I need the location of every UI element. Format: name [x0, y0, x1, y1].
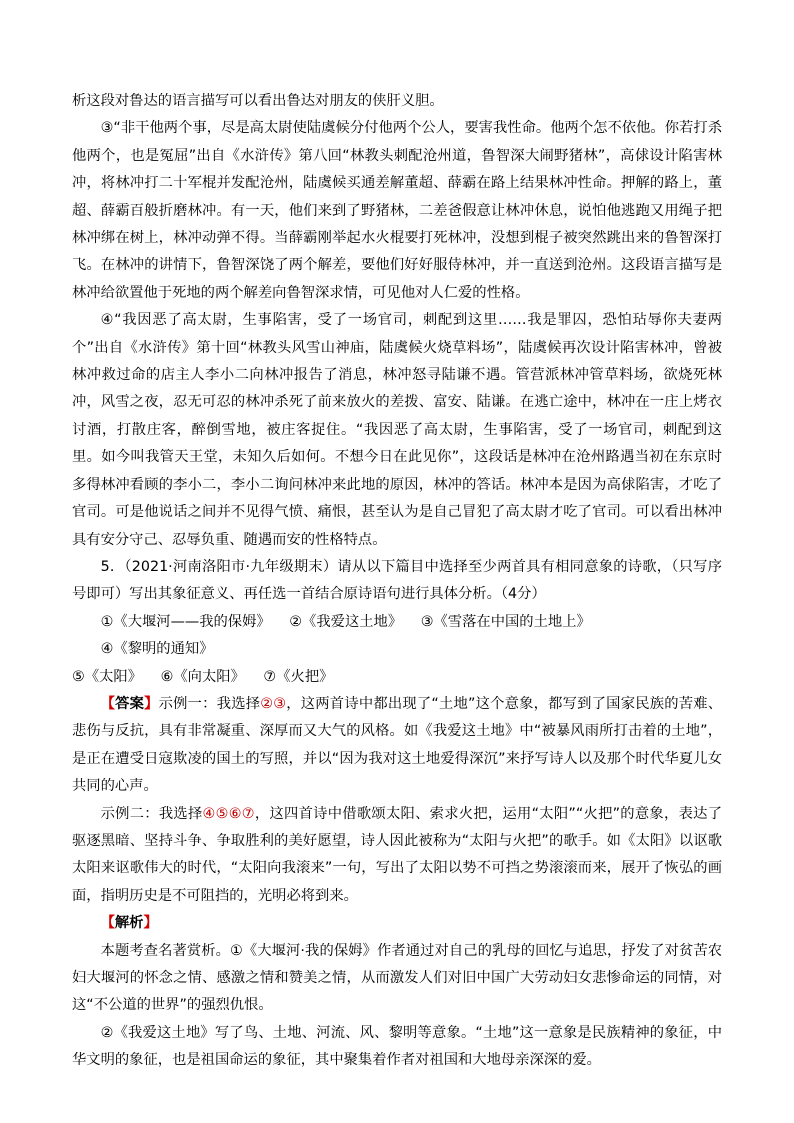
analysis-paragraph-1: 本题考查名著赏析。①《大堰河·我的保姆》作者通过对自己的乳母的回忆与追思，抒发了对贫苦农妇大堰河的怀念之情、感激之情和赞美之情，从而激发人们对旧中国广大劳动妇女悲惨命运的同情，对这“不公道的世界”的强烈仇恨。 — [72, 942, 722, 1014]
paragraph-item-4: ④“我因恶了高太尉，生事陷害，受了一场官司，刺配到这里……我是罪囚，恐怕玷辱你夫妻两个”出自《水浒传》第十回“林教头风雪山神庙，陆虞候火烧草料场”，陆虞候再次设计陷害林冲，曾被林冲救过命的店主人李小二向林冲报告了消息，林冲怒寻陆谦不遇。管营派林冲管草料场，欲烧死林冲，风雪之夜，忍无可忍的林冲杀死了前来放火的差拨、富安、陆谦。在逃亡途中，林冲在一庄上烤衣讨酒，打散庄客，醉倒雪地，被庄客捉住。“我因恶了高太尉，生事陷害，受了一场官司，刺配到这里。如今叫我管天王堂，未知久后如何。不想今日在此见你”，这段话是林冲在沧州路遇当初在东京时多得林冲看顾的李小二，李小二询问林冲来此地的原因，林冲的答话。林冲本是因为高俅陷害，才吃了官司。可是他说话之间并不见得气愤、痛恨，甚至认为是自己冒犯了高太尉才吃了官司。可以看出林冲具有安分守己、忍辱负重、随遇而安的性格特点。 — [72, 312, 722, 548]
poem-option: ①《大堰河——我的保姆》 — [100, 613, 271, 630]
document-page — [72, 88, 722, 1075]
poem-options-row-2 — [72, 664, 722, 691]
analysis-label: 【解析】 — [100, 915, 158, 932]
paragraph-item-3: ③“非干他两个事，尽是高太尉使陆虞候分付他两个公人，要害我性命。他两个怎不依他。你若打杀他两个，也是冤屈”出自《水浒传》第八回“林教头刺配沧州道，鲁智深大闹野猪林”，高俅设计陷害林冲，将林冲打二十军棍并发配沧州，陆虞候买通差解董超、薛霸在路上结果林冲性命。押解的路上，董超、薛霸百般折磨林冲。有一天，他们来到了野猪林，二差爸假意让林冲休息，说怕他逃跑又用绳子把林冲绑在树上，林冲动弹不得。当薛霸刚举起水火棍要打死林冲，没想到棍子被突然跳出来的鲁智深打飞。在林冲的讲情下，鲁智深饶了两个解差，要他们好好服侍林冲，并一直送到沧州。这段语言描写是林冲给欲置他于死地的两个解差向鲁智深求情，可见他对人仁爱的性格。 — [72, 120, 722, 301]
answer-example-2: 示例二：我选择④⑤⑥⑦，这四首诗中借歌颂太阳、索求火把，运用“太阳”“火把”的意象，表达了驱逐黑暗、坚持斗争、争取胜利的美好愿望，诗人因此被称为“太阳与火把”的歌手。如《太阳》以讴歌太阳来讴歌伟大的时代，“太阳向我滚来”一句，写出了太阳以势不可挡之势滚滚而来，展开了恢弘的画面，指明历史是不可阻挡的，光明必将到来。 — [72, 805, 722, 904]
poem-option: ⑤《太阳》 — [72, 668, 143, 685]
analysis-paragraph-2: ②《我爱这土地》写了鸟、土地、河流、风、黎明等意象。“土地”这一意象是民族精神的象征，中华文明的象征，也是祖国命运的象征，其中聚集着作者对祖国和大地母亲深深的爱。 — [72, 1024, 722, 1069]
poem-option: ④《黎明的通知》 — [100, 641, 214, 658]
poem-options-row-1 — [72, 609, 722, 664]
answer-label: 【答案】 — [100, 695, 159, 712]
paragraph-continuation: 析这段对鲁达的语言描写可以看出鲁达对朋友的侠肝义胆。 — [72, 93, 444, 109]
answer-example-1-numbers: ②③ — [260, 695, 287, 712]
poem-option: ②《我爱这土地》 — [289, 613, 403, 630]
poem-option: ⑥《向太阳》 — [160, 668, 245, 685]
answer-example-1: 【答案】示例一：我选择②③，这两首诗中都出现了“土地”这个意象，都写到了国家民族的苦难、悲伤与反抗，具有非常凝重、深厚而又大气的风格。如《我爱这土地》中“被暴风雨所打击着的土地”，是正在遭受日寇欺凌的国土的写照，并以“因为我对这土地爱得深沉”来抒写诗人以及那个时代华夏儿女共同的心声。 — [72, 695, 723, 795]
analysis-label-line — [72, 910, 722, 937]
question-5: 5．（2021·河南洛阳市·九年级期末）请从以下篇目中选择至少两首具有相同意象的诗歌，（只写序号即可）写出其象征意义、再任选一首结合原诗语句进行具体分析。（4分） — [72, 558, 722, 603]
poem-options — [72, 609, 722, 691]
poem-option: ⑦《火把》 — [263, 668, 334, 685]
answer-example-2-numbers: ④⑤⑥⑦ — [202, 805, 255, 822]
poem-option: ③《雪落在中国的土地上》 — [420, 613, 591, 630]
